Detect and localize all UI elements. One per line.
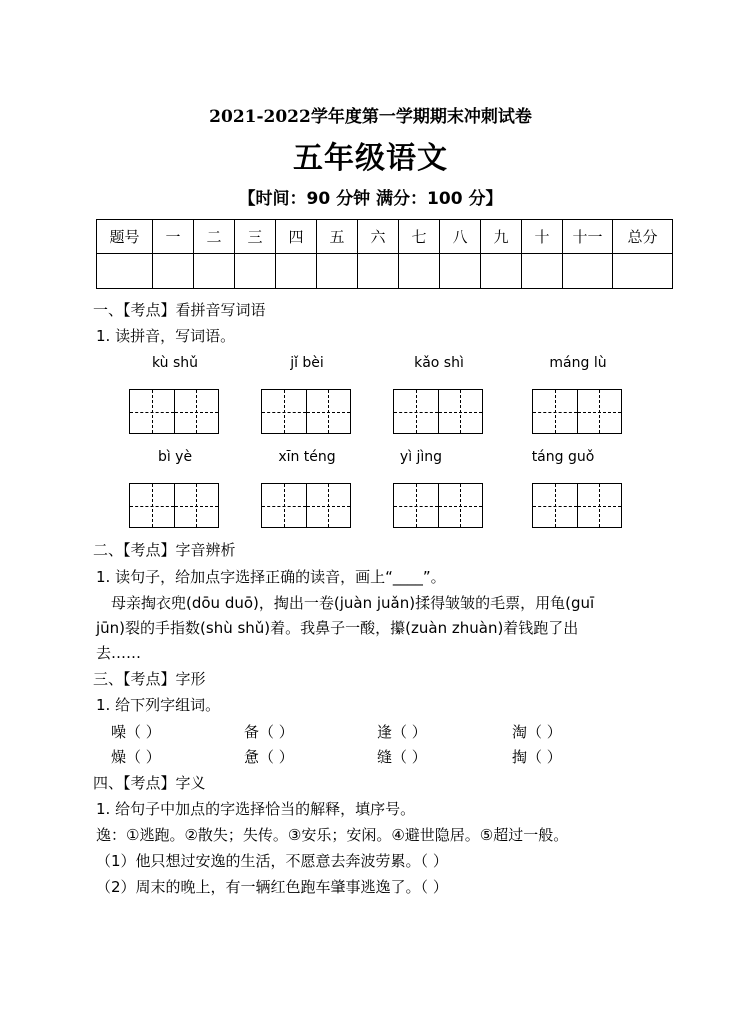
writing-grid[interactable] [532, 483, 622, 528]
section-4-question: 1. 给句子中加点的字选择恰当的解释，填序号。 [96, 800, 416, 818]
word-group-item: 淘（ ） [512, 723, 562, 741]
section-3-question: 1. 给下列字组词。 [96, 696, 221, 714]
pinyin-label: bì yè [157, 449, 193, 465]
section-2-passage-line: jūn)裂的手指数(shù shǔ)着。我鼻子一酸，攥(zuàn zhuàn)着钱跑了出 [96, 619, 579, 637]
writing-grid[interactable] [261, 389, 351, 434]
exam-time-score-info: 【时间：90 分钟 满分：100 分】 [238, 189, 503, 209]
word-group-item: 噪（ ） [111, 723, 161, 741]
score-table-header-row [97, 220, 673, 254]
word-group-item: 燥（ ） [111, 748, 161, 766]
score-cell[interactable] [194, 254, 235, 289]
pinyin-label: táng guǒ [531, 449, 595, 465]
score-table-header-cell: 题号 [97, 220, 153, 254]
section-2-title: 二、【考点】字音辨析 [93, 541, 236, 559]
section-4-definition: 逸：①逃跑。②散失；失传。③安乐；安闲。④避世隐居。⑤超过一般。 [96, 826, 569, 844]
word-group-item: 掏（ ） [512, 748, 562, 766]
writing-grid[interactable] [393, 483, 483, 528]
pinyin-label: jǐ bèi [290, 355, 324, 371]
writing-grid[interactable] [261, 483, 351, 528]
word-group-item: 缝（ ） [377, 748, 427, 766]
score-table-header-cell: 十一 [563, 220, 613, 254]
score-table-header-cell: 九 [481, 220, 522, 254]
word-group-item: 惫（ ） [244, 748, 294, 766]
word-group-item: 备（ ） [244, 723, 294, 741]
score-table-score-row [97, 254, 673, 289]
pinyin-label: kǎo shì [414, 355, 464, 371]
score-table-header-cell: 六 [358, 220, 399, 254]
score-cell[interactable] [481, 254, 522, 289]
score-cell[interactable] [153, 254, 194, 289]
writing-grid[interactable] [393, 389, 483, 434]
score-table [96, 219, 673, 289]
score-cell[interactable] [399, 254, 440, 289]
pinyin-label: máng lù [549, 355, 607, 371]
score-cell[interactable] [440, 254, 481, 289]
score-cell[interactable] [276, 254, 317, 289]
score-table-header-cell: 四 [276, 220, 317, 254]
exam-header-title: 2021-2022学年度第一学期期末冲刺试卷 [209, 107, 532, 127]
score-cell[interactable] [317, 254, 358, 289]
score-cell[interactable] [613, 254, 673, 289]
score-cell[interactable] [97, 254, 153, 289]
section-2-question: 1. 读句子，给加点字选择正确的读音，画上“____”。 [96, 568, 446, 586]
subject-title: 五年级语文 [293, 141, 448, 176]
writing-grid[interactable] [532, 389, 622, 434]
section-4-item: （1）他只想过安逸的生活，不愿意去奔波劳累。（ ） [96, 852, 448, 870]
score-table-header-cell: 总分 [613, 220, 673, 254]
section-1-title: 一、【考点】看拼音写词语 [93, 301, 266, 319]
writing-grid[interactable] [129, 389, 219, 434]
score-table-header-cell: 十 [522, 220, 563, 254]
section-3-title: 三、【考点】字形 [93, 670, 206, 688]
pinyin-label: xīn téng [278, 449, 336, 465]
writing-grid[interactable] [129, 483, 219, 528]
pinyin-label: kù shǔ [151, 355, 199, 371]
word-group-item: 逢（ ） [377, 723, 427, 741]
section-4-item: （2）周末的晚上，有一辆红色跑车肇事逃逸了。（ ） [96, 878, 448, 896]
score-table-header-cell: 五 [317, 220, 358, 254]
section-1-question: 1. 读拼音，写词语。 [96, 327, 236, 345]
section-4-title: 四、【考点】字义 [93, 774, 206, 792]
score-cell[interactable] [358, 254, 399, 289]
score-cell[interactable] [235, 254, 276, 289]
score-table-header-cell: 一 [153, 220, 194, 254]
score-cell[interactable] [563, 254, 613, 289]
score-table-header-cell: 七 [399, 220, 440, 254]
score-cell[interactable] [522, 254, 563, 289]
pinyin-label: yì jìng [399, 449, 443, 465]
section-2-passage-line: 母亲掏衣兜(dōu duō)，掏出一卷(juàn juǎn)揉得皱皱的毛票，用龟(guī [111, 594, 595, 612]
score-table-header-cell: 八 [440, 220, 481, 254]
score-table-header-cell: 三 [235, 220, 276, 254]
section-2-passage-line: 去…… [96, 644, 142, 662]
score-table-header-cell: 二 [194, 220, 235, 254]
